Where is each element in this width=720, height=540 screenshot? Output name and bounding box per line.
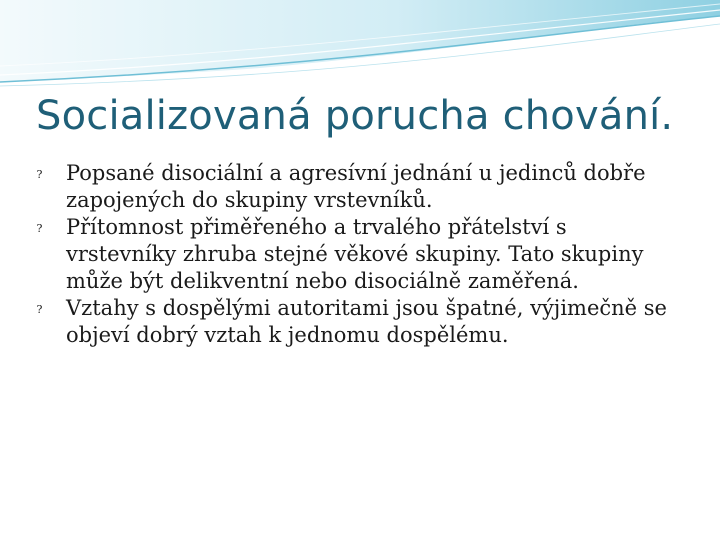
decorative-wave-banner (0, 0, 720, 90)
unknown-glyph-icon: ? (36, 303, 43, 316)
bullet-text: Přítomnost přiměřeného a trvalého přátelství s vrstevníky zhruba stejné věkové skupiny. Tato skupiny může být delikventní nebo disociálně zaměřená. (66, 215, 644, 293)
unknown-glyph-icon: ? (36, 168, 43, 181)
bullet-text: Vztahy s dospělými autoritami jsou špatné, výjimečně se objeví dobrý vztah k jednomu dospělému. (66, 296, 667, 347)
bullet-item (32, 295, 672, 349)
bullet-list (32, 160, 672, 349)
bullet-text: Popsané disociální a agresívní jednání u jedinců dobře zapojených do skupiny vrstevníků. (66, 161, 646, 212)
bullet-item (32, 160, 672, 214)
unknown-glyph-icon: ? (36, 222, 43, 235)
slide-title: Socializovaná porucha chování. (36, 93, 674, 139)
bullet-item (32, 214, 672, 295)
